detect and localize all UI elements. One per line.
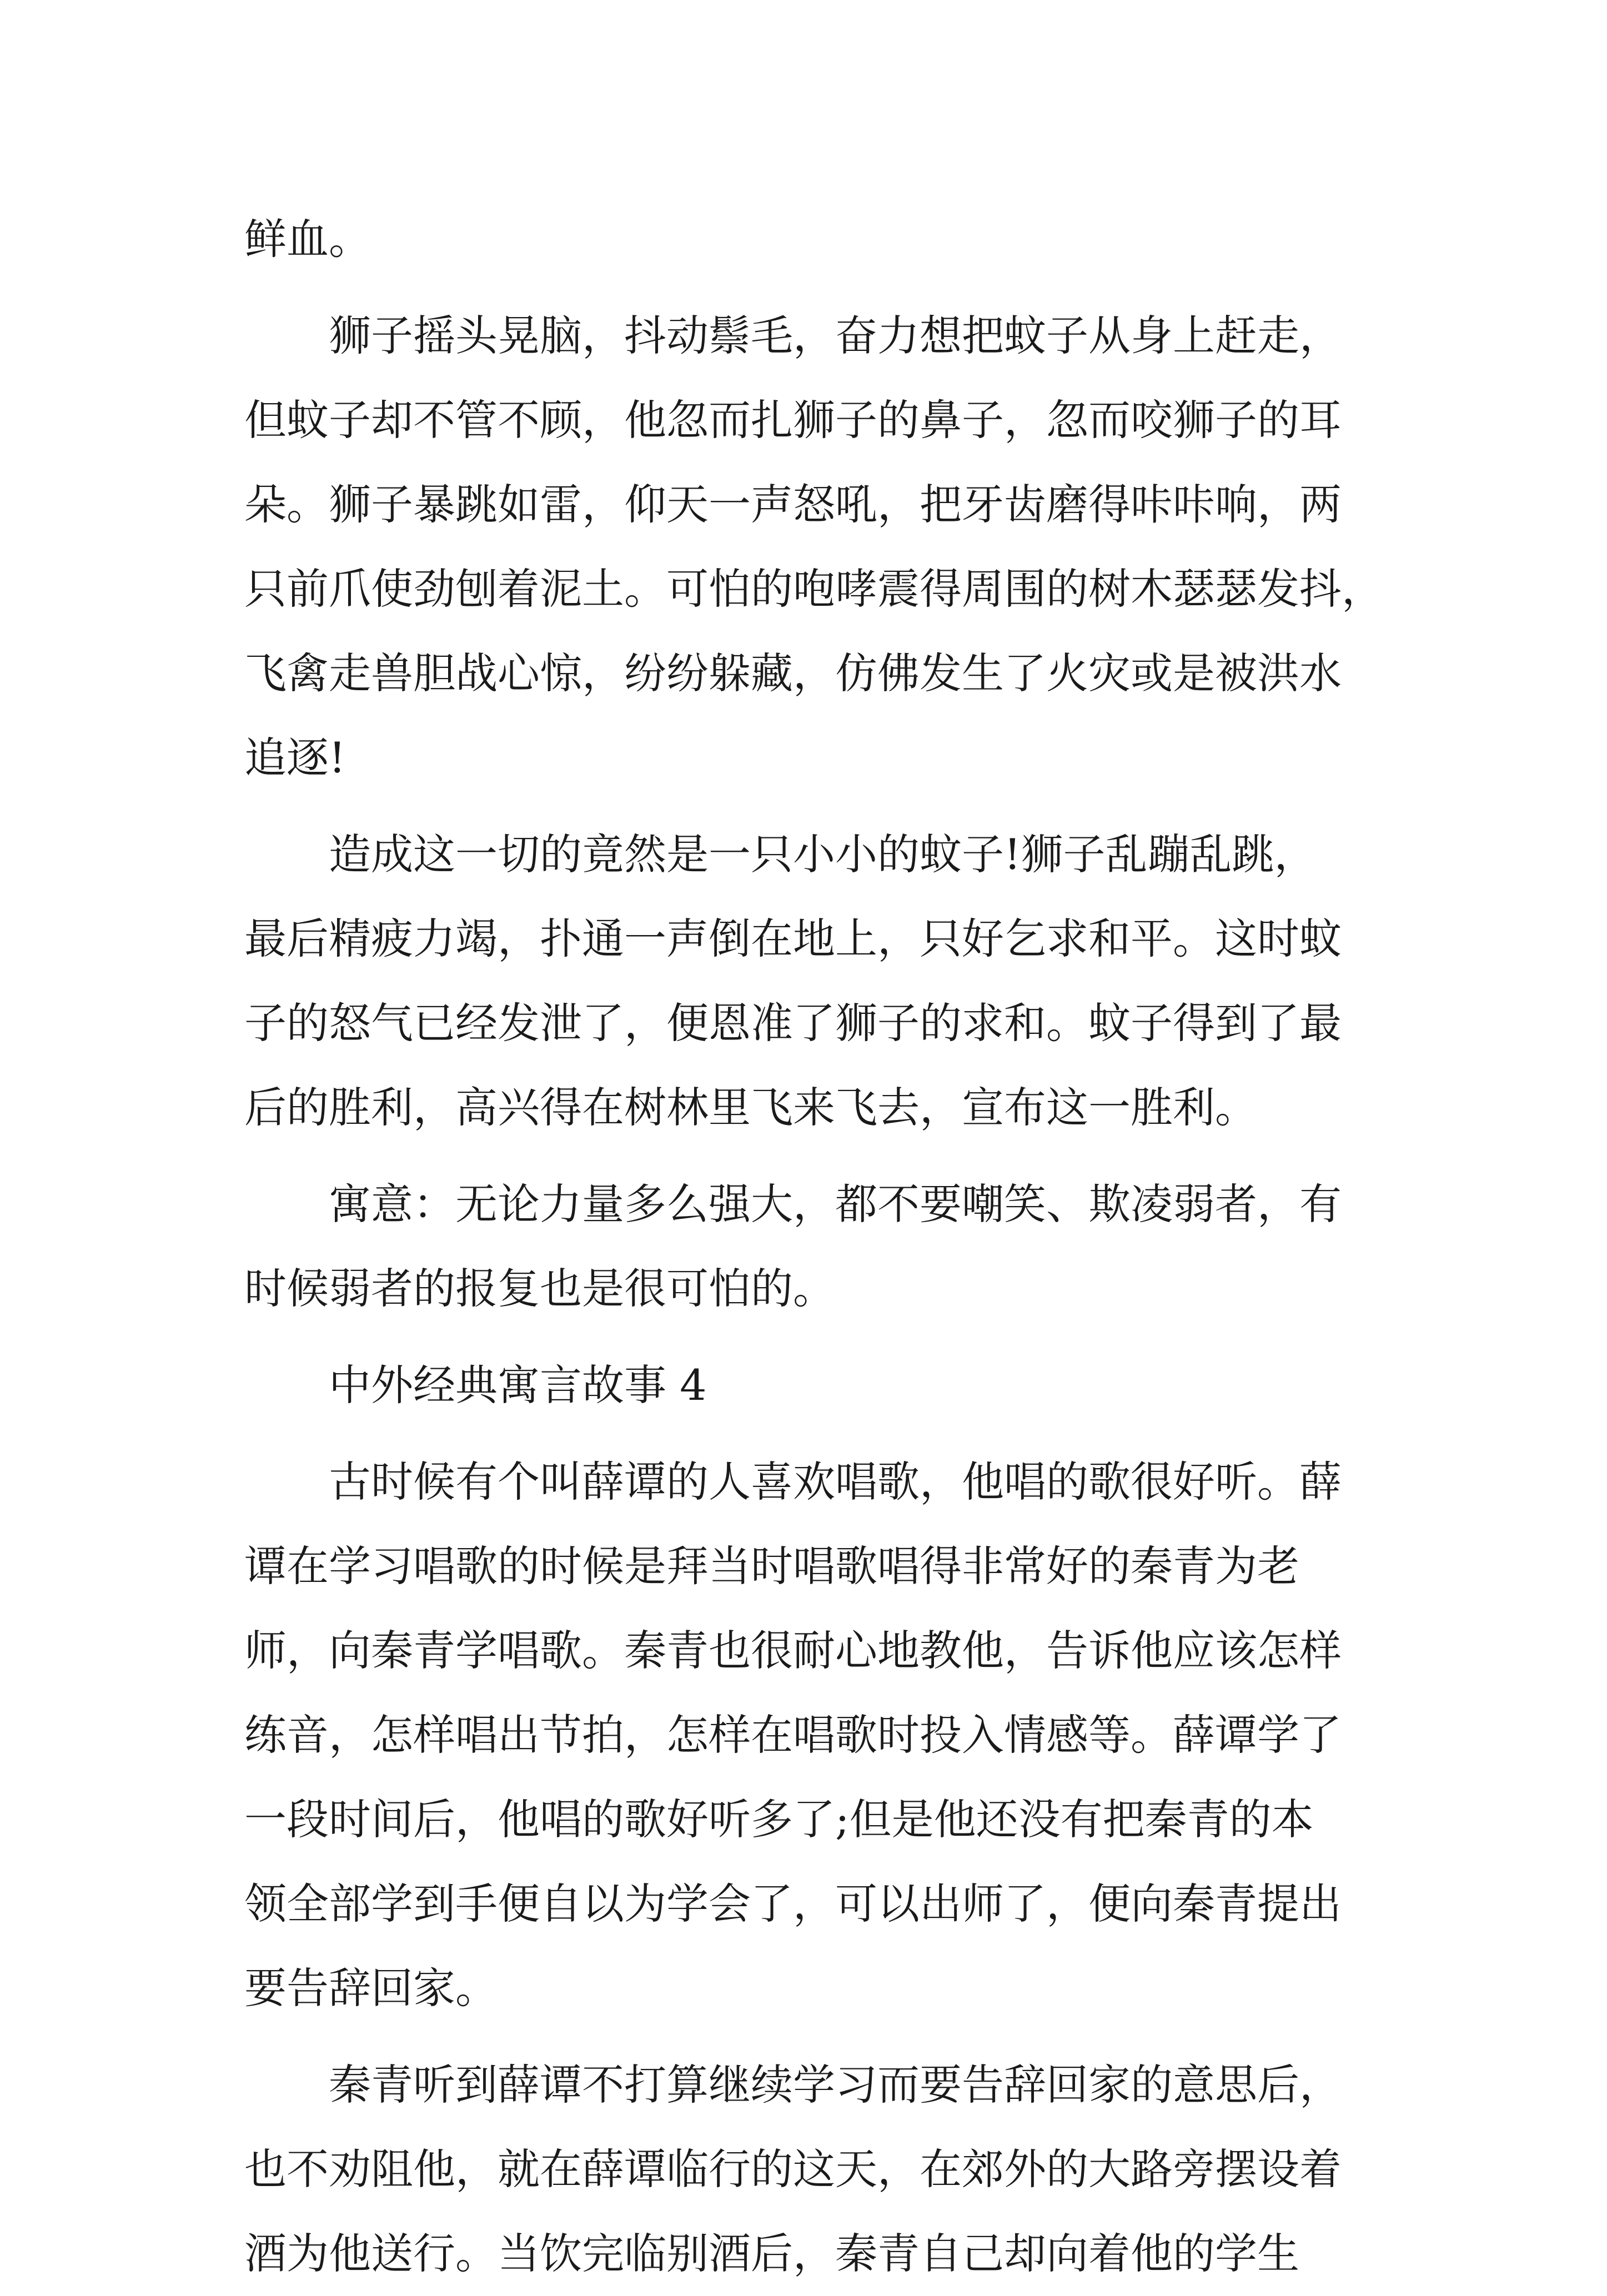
text-line: 后的胜利，高兴得在树林里飞来飞去，宣布这一胜利。 — [244, 1083, 1257, 1132]
paragraph-gap — [244, 1150, 1383, 1162]
text-line: 中外经典寓言故事 4 — [329, 1360, 707, 1410]
text-line: 寓意：无论力量多么强大，都不要嘲笑、欺凌弱者，有 — [329, 1179, 1342, 1229]
text-line: 最后精疲力竭，扑通一声倒在地上，只好乞求和平。这时蚊 — [244, 914, 1342, 963]
text-line: 也不劝阻他，就在薛谭临行的这天，在郊外的大路旁摆设着 — [244, 2144, 1342, 2194]
text-line: 领全部学到手便自以为学会了，可以出师了，便向秦青提出 — [244, 1879, 1342, 1928]
paragraph-gap — [244, 2031, 1383, 2043]
text-line: 秦青听到薛谭不打算继续学习而要告辞回家的意思后， — [329, 2060, 1342, 2109]
text-line: 一段时间后，他唱的歌好听多了;但是他还没有把秦青的本 — [244, 1795, 1314, 1844]
text-line: 酒为他送行。当饮完临别酒后，秦青自己却向着他的学生 — [244, 2229, 1299, 2278]
text-line: 古时候有个叫薛谭的人喜欢唱歌，他唱的歌很好听。薛 — [329, 1457, 1342, 1506]
paragraph-gap — [244, 800, 1383, 812]
text-line: 练音，怎样唱出节拍，怎样在唱歌时投入情感等。薛谭学了 — [244, 1710, 1342, 1760]
text-line: 造成这一切的竟然是一只小小的蚊子!狮子乱蹦乱跳， — [329, 830, 1317, 879]
text-line: 但蚊子却不管不顾，他忽而扎狮子的鼻子，忽而咬狮子的耳 — [244, 395, 1342, 445]
text-line: 师，向秦青学唱歌。秦青也很耐心地教他，告诉他应该怎样 — [244, 1626, 1342, 1675]
text-line: 狮子摇头晃脑，抖动鬃毛，奋力想把蚊子从身上赶走， — [329, 311, 1342, 360]
text-line: 时候弱者的报复也是很可怕的。 — [244, 1264, 835, 1313]
text-line: 子的怒气已经发泄了，便恩准了狮子的求和。蚊子得到了最 — [244, 998, 1342, 1048]
text-line: 只前爪使劲刨着泥土。可怕的咆哮震得周围的树木瑟瑟发抖， — [244, 564, 1384, 614]
paragraph-gap — [244, 1331, 1383, 1343]
text-line: 鲜血。 — [244, 214, 371, 264]
paragraph-gap — [244, 1428, 1383, 1440]
document-body — [244, 197, 1383, 2296]
text-line: 追逐! — [244, 733, 346, 782]
paragraph-gap — [244, 282, 1383, 294]
text-line: 飞禽走兽胆战心惊，纷纷躲藏，仿佛发生了火灾或是被洪水 — [244, 649, 1342, 698]
text-line: 要告辞回家。 — [244, 1963, 498, 2013]
text-line: 朵。狮子暴跳如雷，仰天一声怒吼，把牙齿磨得咔咔响，两 — [244, 480, 1342, 529]
text-line: 谭在学习唱歌的时候是拜当时唱歌唱得非常好的秦青为老 — [244, 1541, 1299, 1591]
